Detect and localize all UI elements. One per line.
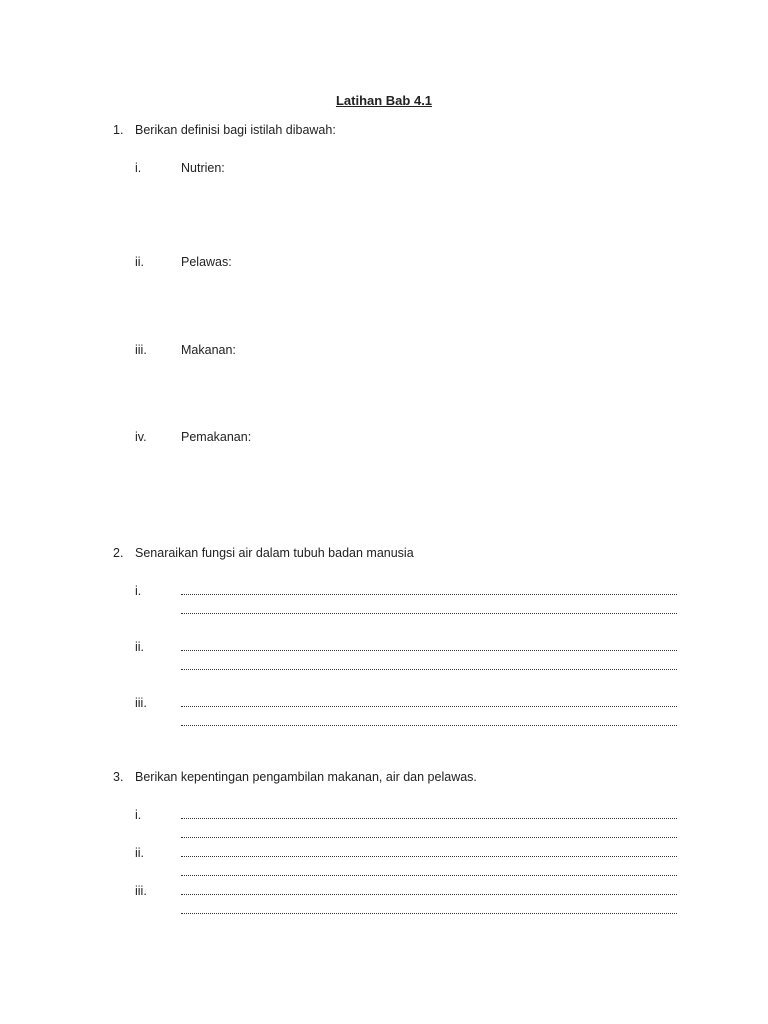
q3-item-2-numeral: ii.	[135, 846, 145, 860]
q3-item-1-answer-line-2	[181, 836, 677, 838]
q2-item-2-answer-line-1	[181, 649, 677, 651]
q3-item-3-numeral: iii.	[135, 884, 147, 898]
q2-item-1-answer-line-1	[181, 593, 677, 595]
q2-number: 2.	[113, 546, 124, 560]
q3-text: Berikan kepentingan pengambilan makanan, air dan pelawas.	[135, 770, 477, 784]
q1-number: 1.	[113, 123, 124, 137]
q1-item-1-term: Nutrien:	[181, 161, 225, 175]
q1-item-1-numeral: i.	[135, 161, 142, 175]
q1-item-2-numeral: ii.	[135, 255, 145, 269]
q2-text: Senaraikan fungsi air dalam tubuh badan manusia	[135, 546, 414, 560]
q2-item-3-answer-line-1	[181, 705, 677, 707]
q2-item-1-numeral: i.	[135, 584, 142, 598]
q3-item-2-answer-line-1	[181, 855, 677, 857]
q1-item-4-term: Pemakanan:	[181, 430, 252, 444]
q3-item-3-answer-line-1	[181, 893, 677, 895]
q2-item-3-answer-line-2	[181, 724, 677, 726]
q3-item-1-numeral: i.	[135, 808, 142, 822]
page-title: Latihan Bab 4.1	[335, 93, 433, 108]
q1-text: Berikan definisi bagi istilah dibawah:	[135, 123, 336, 137]
q1-item-3-term: Makanan:	[181, 343, 236, 357]
q2-item-1-answer-line-2	[181, 612, 677, 614]
q1-item-3-numeral: iii.	[135, 343, 147, 357]
q2-item-2-numeral: ii.	[135, 640, 145, 654]
q2-item-2-answer-line-2	[181, 668, 677, 670]
q1-item-4-numeral: iv.	[135, 430, 147, 444]
q3-item-1-answer-line-1	[181, 817, 677, 819]
q3-number: 3.	[113, 770, 124, 784]
q3-item-2-answer-line-2	[181, 874, 677, 876]
q3-item-3-answer-line-2	[181, 912, 677, 914]
q2-item-3-numeral: iii.	[135, 696, 147, 710]
q1-item-2-term: Pelawas:	[181, 255, 232, 269]
